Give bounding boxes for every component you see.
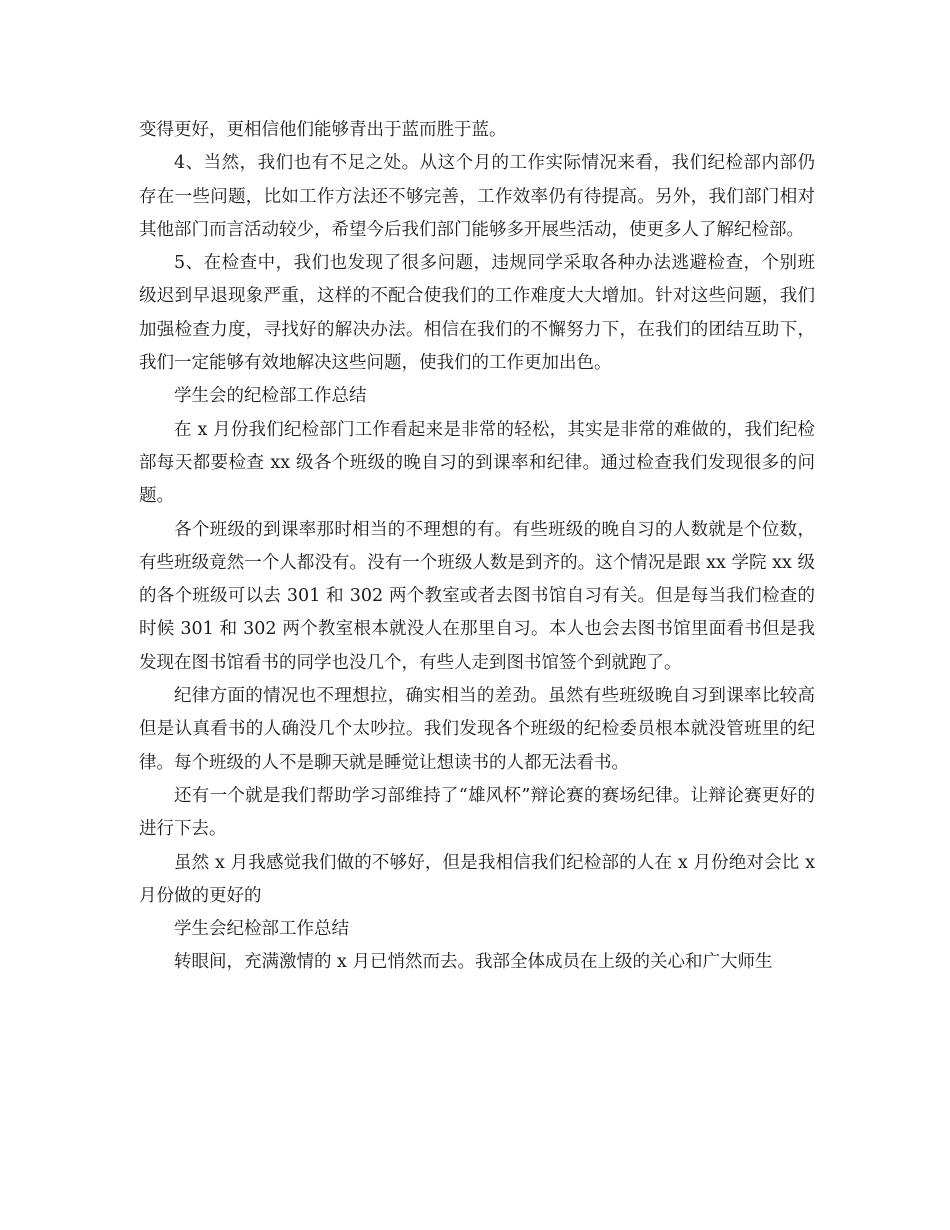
- document-body: [139, 114, 815, 980]
- paragraph-opening: 转眼间，充满激情的 x 月已悄然而去。我部全体成员在上级的关心和广大师生: [174, 952, 773, 973]
- paragraph-attendance: 各个班级的到课率那时相当的不理想的有。有些班级的晚自习的人数就是个位数，有些班级竟然一个人都没有。没有一个班级人数是到齐的。这个情况是跟 xx 学院 xx 级的各个班级可以去 301 和 302 两个教室或者去图书馆自习有关。但是每当我们检查的时候 301 和 302 两个教室根本就没人在那里自习。本人也会去图书馆里面看书但是我发现在图书馆看书的同学也没几个，有些人走到图书馆签个到就跑了。: [139, 519, 815, 673]
- section-heading-1: 学生会的纪检部工作总结: [174, 386, 367, 407]
- paragraph-item-5: 5、在检查中，我们也发现了很多问题，违规同学采取各种办法逃避检查，个别班级迟到早退现象严重，这样的不配合使我们的工作难度大大增加。针对这些问题，我们加强检查力度，寻找好的解决办法。相信在我们的不懈努力下，在我们的团结互助下，我们一定能够有效地解决这些问题，使我们的工作更加出色。: [139, 253, 815, 374]
- paragraph-continuation: 变得更好，更相信他们能够青出于蓝而胜于蓝。: [139, 120, 507, 140]
- paragraph-conclusion: 虽然 x 月我感觉我们做的不够好，但是我相信我们纪检部的人在 x 月份绝对会比 x 月份做的更好的: [139, 852, 815, 906]
- paragraph-item-4: 4、当然，我们也有不足之处。从这个月的工作实际情况来看，我们纪检部内部仍存在一些问题，比如工作方法还不够完善，工作效率仍有待提高。另外，我们部门相对其他部门而言活动较少，希望今后我们部门能够多开展些活动，使更多人了解纪检部。: [139, 153, 815, 240]
- paragraph-debate: 还有一个就是我们帮助学习部维持了“雄风杯”辩论赛的赛场纪律。让辩论赛更好的进行下去。: [139, 785, 815, 840]
- paragraph-intro: 在 x 月份我们纪检部门工作看起来是非常的轻松，其实是非常的难做的，我们纪检部每天都要检查 xx 级各个班级的晚自习的到课率和纪律。通过检查我们发现很多的问题。: [139, 419, 815, 507]
- section-heading-2: 学生会纪检部工作总结: [174, 919, 349, 940]
- paragraph-discipline: 纪律方面的情况也不理想拉，确实相当的差劲。虽然有些班级晚自习到课率比较高但是认真看书的人确没几个太吵拉。我们发现各个班级的纪检委员根本就没管班里的纪律。每个班级的人不是聊天就是睡觉让想读书的人都无法看书。: [139, 686, 815, 773]
